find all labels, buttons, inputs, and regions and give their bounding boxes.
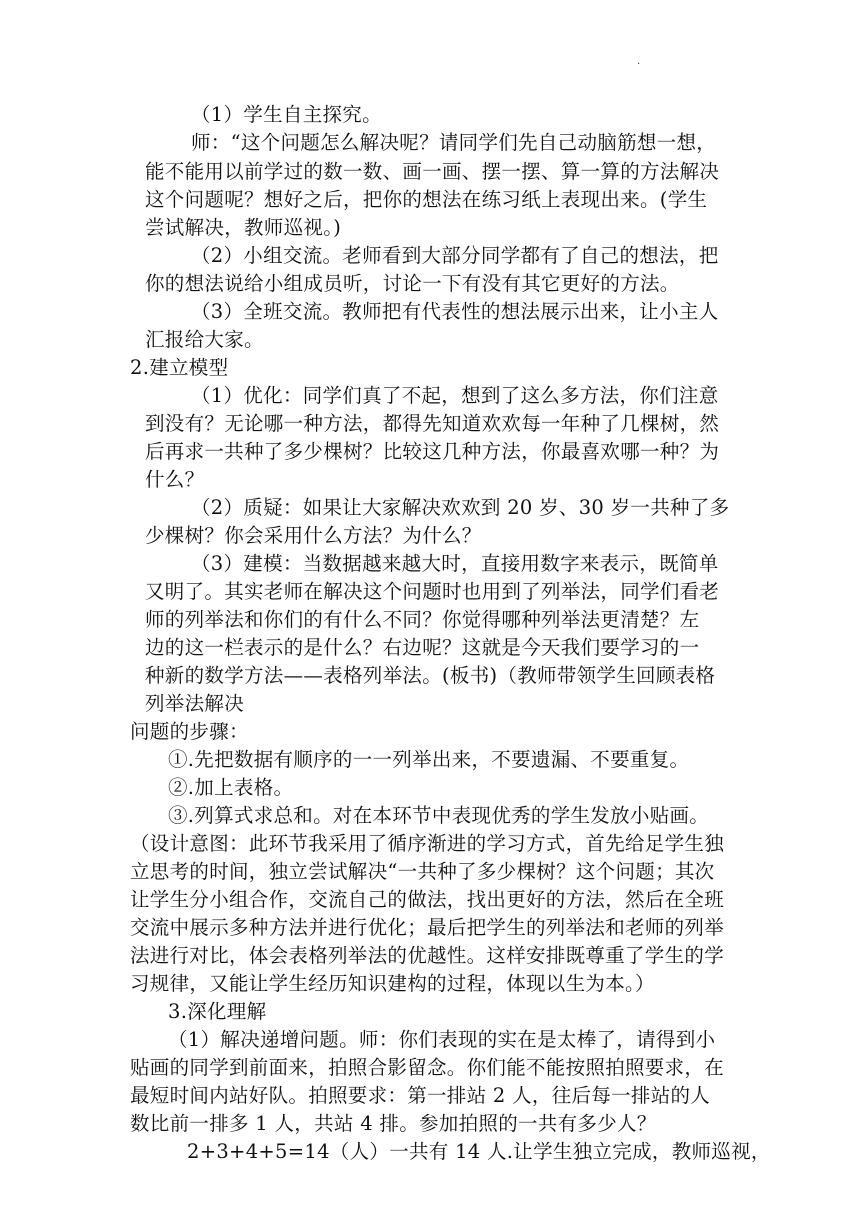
step-item: ①.先把数据有顺序的一一列举出来，不要遗漏、不要重复。 [168, 748, 690, 771]
text-line: 最短时间内站好队。拍照要求：第一排站 2 人，往后每一排站的人 [130, 1084, 711, 1107]
text-line: （2）质疑：如果让大家解决欢欢到 20 岁、30 岁一共种了多 [191, 496, 730, 519]
step-item: ②.加上表格。 [168, 776, 294, 799]
text-line: 又明了。其实老师在解决这个问题时也用到了列举法，同学们看老 [145, 580, 720, 603]
text-line: （设计意图：此环节我采用了循序渐进的学习方式，首先给足学生独 [130, 832, 725, 855]
text-line: 种新的数学方法——表格列举法。(板书)（教师带领学生回顾表格 [145, 664, 716, 687]
text-line: 到没有？无论哪一种方法，都得先知道欢欢每一年种了几棵树，然 [145, 412, 720, 435]
text-line: （1）解决递增问题。师：你们表现的实在是太棒了，请得到小 [168, 1028, 716, 1051]
text-line: 数比前一排多 1 人，共站 4 排。参加拍照的一共有多少人？ [130, 1112, 657, 1135]
text-line: 汇报给大家。 [145, 328, 264, 351]
text-line: （3）建模：当数据越来越大时，直接用数字来表示，既简单 [191, 552, 719, 575]
text-line: 问题的步骤： [130, 720, 249, 743]
text-line: 法进行对比，体会表格列举法的优越性。这样安排既尊重了学生的学 [130, 944, 725, 967]
text-line: 少棵树？你会采用什么方法？为什么？ [145, 524, 482, 547]
section-heading: 3.深化理解 [168, 1000, 267, 1023]
text-line: （1）学生自主探究。 [191, 103, 382, 126]
text-line: 边的这一栏表示的是什么？右边呢？这就是今天我们要学习的一 [145, 636, 700, 659]
step-item: ③.列算式求总和。对在本环节中表现优秀的学生发放小贴画。 [168, 804, 710, 827]
section-heading: 2.建立模型 [130, 356, 229, 379]
text-line: 习规律，又能让学生经历知识建构的过程，体现以生为本。） [130, 972, 655, 995]
text-line: 贴画的同学到前面来，拍照合影留念。你们能不能按照拍照要求，在 [130, 1056, 725, 1079]
text-line: 尝试解决，教师巡视。) [145, 216, 342, 239]
text-line: 列举法解决 [145, 692, 245, 715]
text-line: （3）全班交流。教师把有代表性的想法展示出来，让小主人 [191, 300, 719, 323]
text-line: 立思考的时间，独立尝试解决“一共种了多少棵树？这个问题；其次 [130, 860, 715, 883]
text-line: 后再求一共种了多少棵树？比较这几种方法，你最喜欢哪一种？为 [145, 440, 720, 463]
text-line: （2）小组交流。老师看到大部分同学都有了自己的想法，把 [191, 244, 719, 267]
text-line: 这个问题呢？想好之后，把你的想法在练习纸上表现出来。(学生 [145, 188, 708, 211]
text-line: 师的列举法和你们的有什么不同？你觉得哪种列举法更清楚？左 [145, 608, 700, 631]
text-line: （1）优化：同学们真了不起，想到了这么多方法，你们注意 [191, 384, 719, 407]
text-line: 交流中展示多种方法并进行优化；最后把学生的列举法和老师的列举 [130, 916, 725, 939]
text-line: 你的想法说给小组成员听，讨论一下有没有其它更好的方法。 [145, 272, 680, 295]
text-line: 能不能用以前学过的数一数、画一画、摆一摆、算一算的方法解决 [145, 160, 720, 183]
text-line: 师：“这个问题怎么解决呢？请同学们先自己动脑筋想一想， [191, 131, 717, 154]
text-line: 2+3+4+5=14（人）一共有 14 人.让学生独立完成，教师巡视， [187, 1140, 771, 1163]
text-line: 让学生分小组合作，交流自己的做法，找出更好的方法，然后在全班 [130, 888, 725, 911]
text-line: 什么？ [145, 468, 205, 491]
header-mark: . [637, 56, 641, 67]
